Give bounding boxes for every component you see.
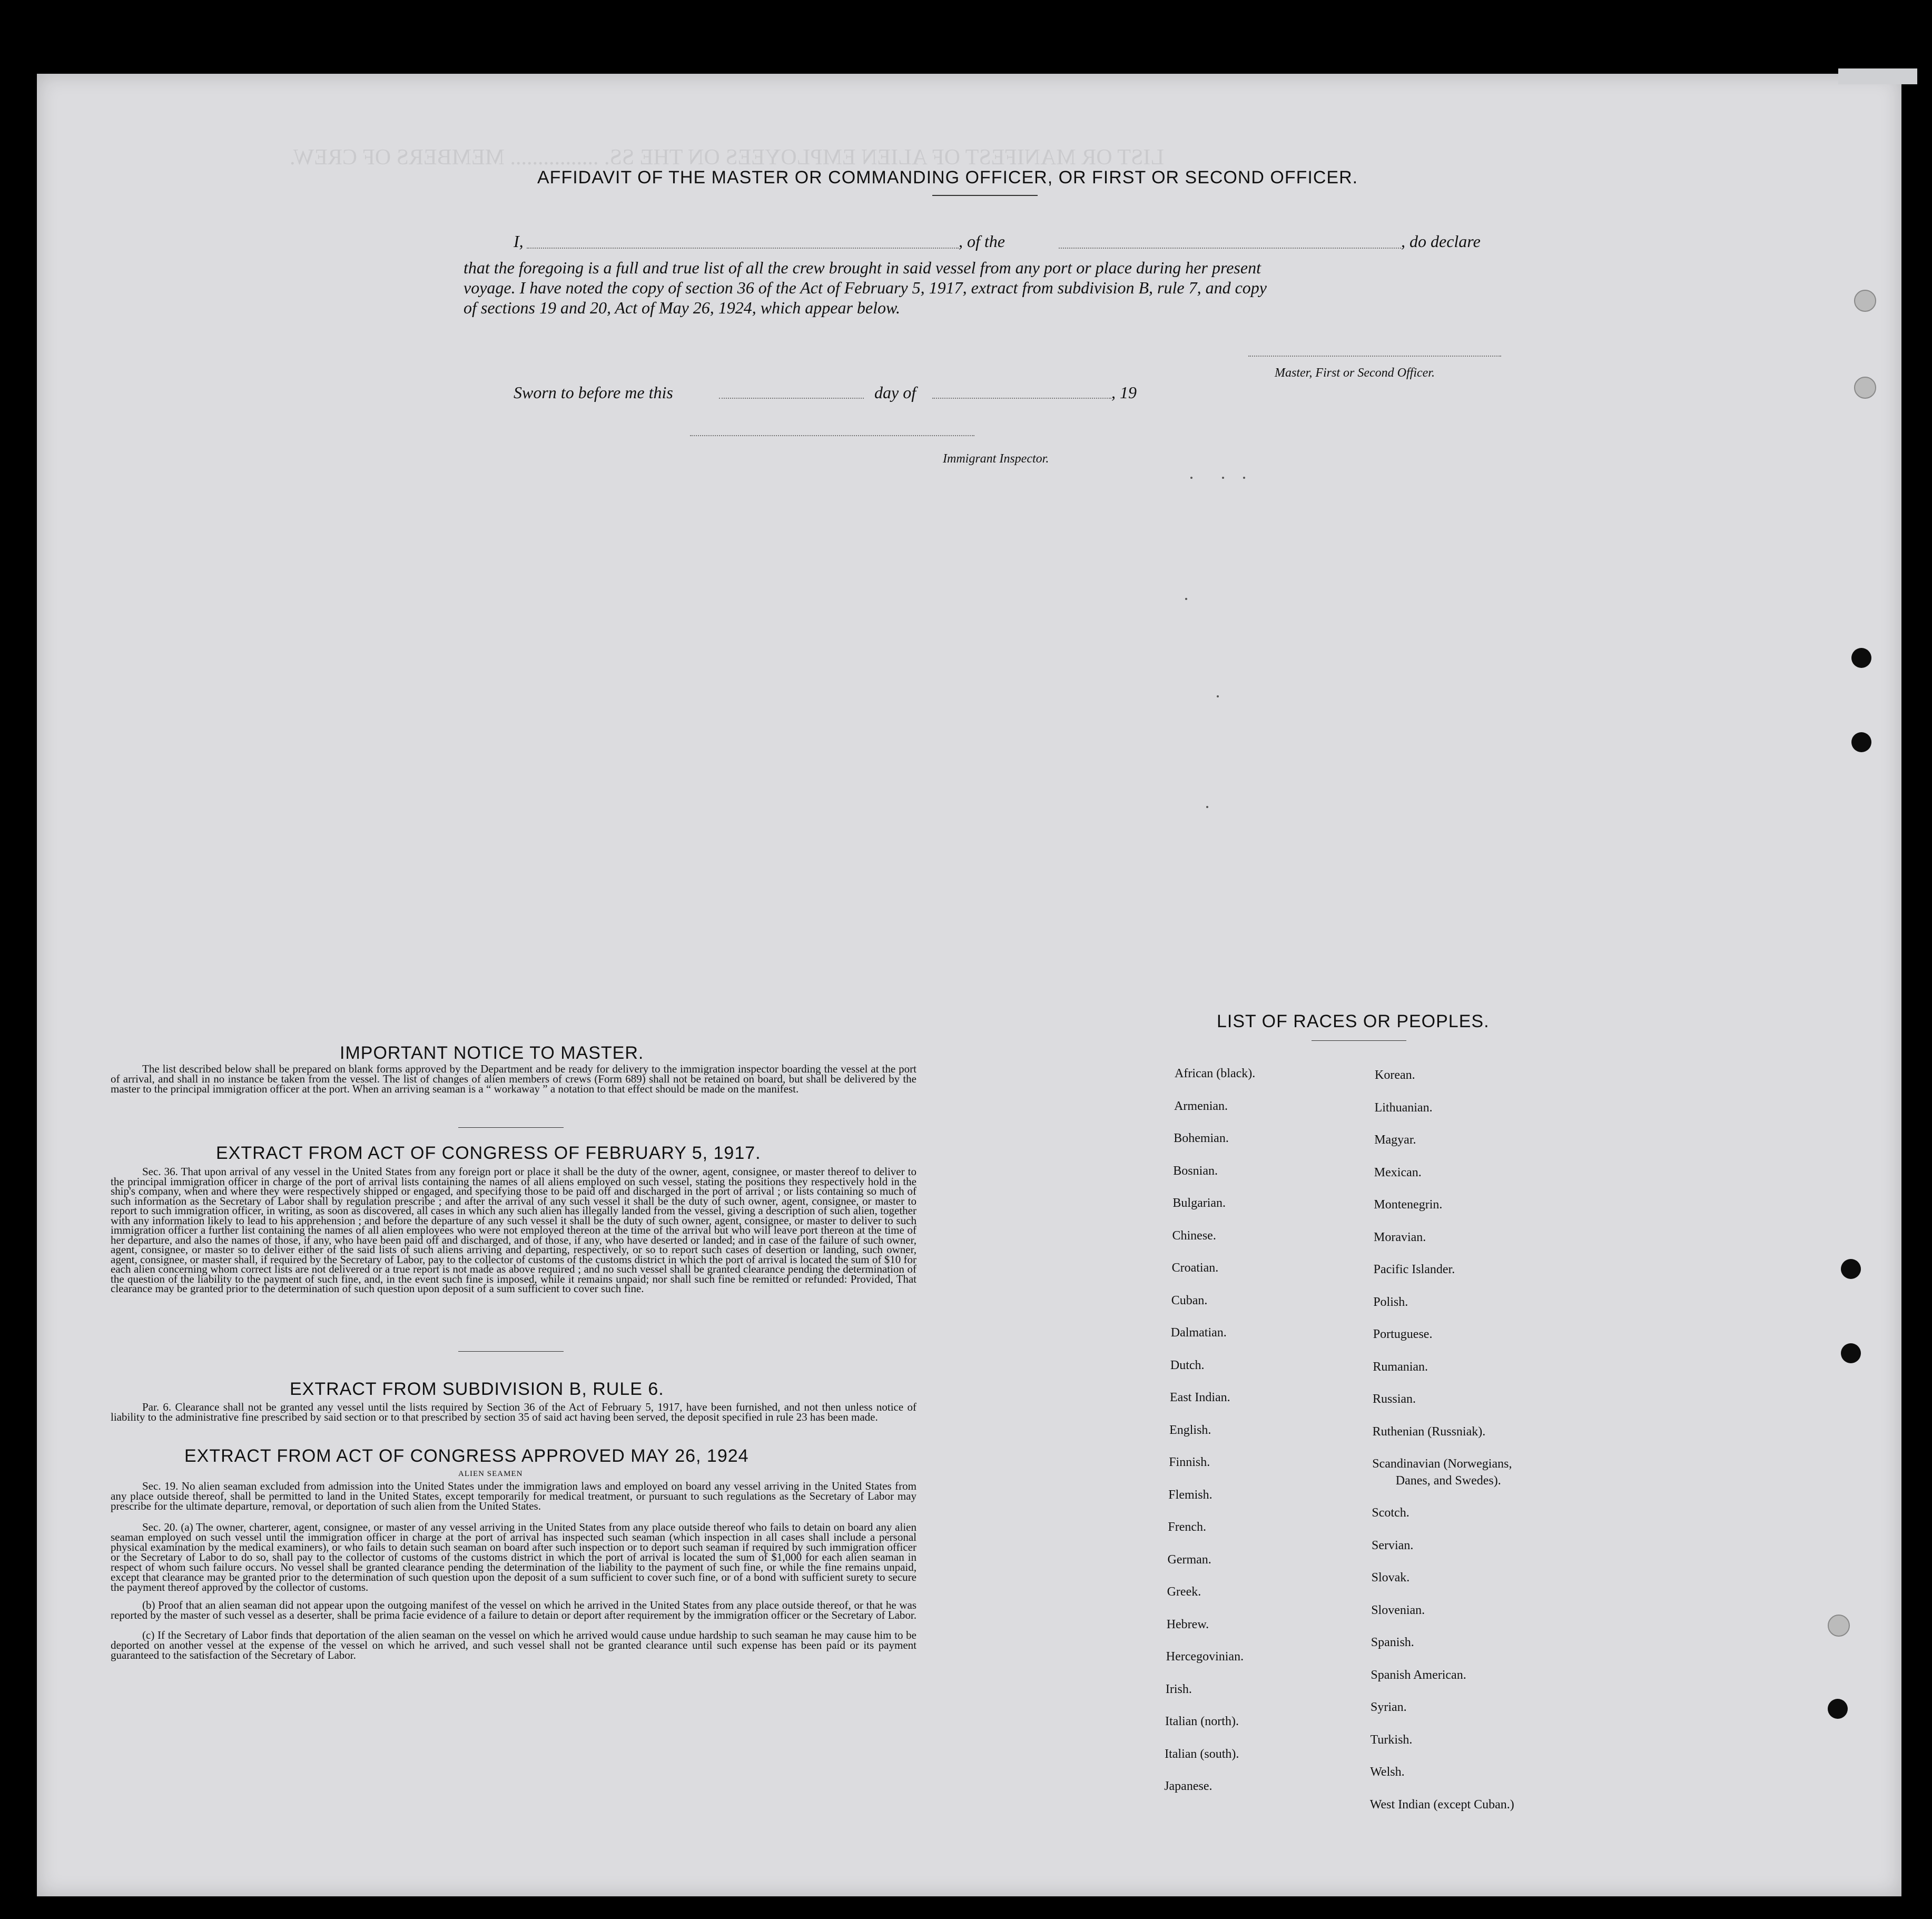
race-item: Turkish.: [1370, 1733, 1413, 1747]
races-title-rule: [1312, 1040, 1406, 1041]
inspector-signature-field[interactable]: [690, 435, 974, 436]
binder-hole: [1841, 1343, 1861, 1363]
affidavit-declare-label: , do declare: [1401, 232, 1481, 251]
race-item: Scandinavian (Norwegians,: [1372, 1457, 1512, 1471]
sworn-month-field[interactable]: [932, 398, 1111, 399]
extract-rule6-title: EXTRACT FROM SUBDIVISION B, RULE 6.: [290, 1379, 664, 1399]
extract-1924-title: EXTRACT FROM ACT OF CONGRESS APPROVED MAY 26, 1924: [184, 1446, 749, 1466]
race-item: Irish.: [1165, 1682, 1192, 1696]
race-item: Italian (north).: [1165, 1715, 1239, 1728]
race-item: Bosnian.: [1173, 1164, 1218, 1178]
race-item: Polish.: [1373, 1295, 1408, 1309]
race-item: Greek.: [1167, 1585, 1201, 1599]
race-item: Welsh.: [1370, 1765, 1405, 1779]
race-item: Spanish.: [1371, 1636, 1414, 1649]
binder-hole: [1828, 1615, 1850, 1637]
race-item: Croatian.: [1171, 1261, 1219, 1275]
master-name-field[interactable]: [527, 248, 959, 249]
binder-hole: [1854, 290, 1876, 312]
race-item: Ruthenian (Russniak).: [1372, 1424, 1486, 1439]
race-item: Italian (south).: [1165, 1747, 1239, 1761]
race-item: Bulgarian.: [1172, 1196, 1226, 1210]
binder-hole: [1828, 1699, 1848, 1719]
race-item: Russian.: [1373, 1392, 1416, 1406]
race-item: Bohemian.: [1174, 1131, 1229, 1145]
affidavit-title-rule: [932, 195, 1038, 196]
race-item: Hebrew.: [1166, 1617, 1209, 1631]
race-item: Servian.: [1372, 1538, 1414, 1552]
race-item: Scotch.: [1372, 1506, 1409, 1520]
sec-20c-body: (c) If the Secretary of Labor finds that deportation of the alien seaman on the vessel on which he arrived would cause undue hardship to such seaman he may cause him to be deported on another vessel at the expense of the vessel on which he arrived, and such vessel shall not be granted clearance until such expense has been paid or its payment guaranteed to the satisfaction of the Secretary of Labor.: [111, 1629, 916, 1661]
race-item: Danes, and Swedes).: [1395, 1473, 1501, 1488]
declaration-line-2: voyage. I have noted the copy of section 36 of the Act of February 5, 1917, extract from subdivision B, rule 7, and copy: [464, 278, 1267, 297]
extract-1917-body: Sec. 36. That upon arrival of any vessel in the United States from any foreign port or place it shall be the duty of the owner, agent, consignee, or master thereof to deliver to the principal immigration officer in charge of the port of arrival lists containing the names of all aliens employed on such vessel, stating the positions they respectively hold in the ship's company, when and where they were respectively shipped or engaged, and specifying those to be paid off and discharged in the port of arrival ; or lists containing so much of such information as the Secretary of Labor shall by regulation prescribe ; and after the arrival of any such vessel it shall be the duty of such owner, agent, consignee, or master to report to such immigration officer, in writing, as soon as discovered, all cases in which any such alien has illegally landed from the vessel, giving a description of such alien, together with any information likely to lead to his apprehension ; and before the departure of any such vessel it shall be the duty of such owner, agent, consignee, or master to deliver to such immigration officer a further list containing the names of all alien employees who were not employed thereon at the time of the arrival but who will leave port thereon at the time of her departure, and also the names of those, if any, who have been paid off and discharged, and of those, if any, who have deserted or landed; and in case of the failure of such owner, agent, consignee, or master so to deliver either of the said lists of such aliens arriving and departing, respectively, or so to report such cases of desertion or landing, such owner, agent, consignee, or master shall, if required by the Secretary of Labor, pay to the collector of customs of the customs district in which the port of arrival is located the sum of $10 for each alien concerning whom correct lists are not delivered or a true report is not made as above required ; and no such vessel shall be granted clearance pending the determination of the question of the liability to the payment of such fine, and, in the event such fine is imposed, while it remains unpaid; nor shall such fine be remitted or refunded: Provided, That clearance may be granted prior to the determination of such question upon deposit of a sum sufficient to cover such fine.: [111, 1165, 916, 1295]
stray-mark: [1217, 695, 1219, 697]
stray-mark: [1222, 477, 1224, 479]
bleed-through-text: LIST OR MANIFEST OF ALIEN EMPLOYEES ON THE SS. ................ MEMBERS OF CREW.: [290, 145, 1164, 170]
race-item: Hercegovinian.: [1166, 1650, 1244, 1664]
races-title: LIST OF RACES OR PEOPLES.: [1217, 1011, 1490, 1031]
notice-title: IMPORTANT NOTICE TO MASTER.: [340, 1043, 644, 1063]
extract-1917-title: EXTRACT FROM ACT OF CONGRESS OF FEBRUARY 5, 1917.: [216, 1143, 761, 1163]
stray-mark: [1243, 477, 1245, 479]
race-item: Chinese.: [1172, 1228, 1216, 1243]
race-item: African (black).: [1175, 1067, 1256, 1080]
document-page: [37, 74, 1901, 1896]
inspector-label: Immigrant Inspector.: [943, 452, 1049, 466]
race-item: Slovenian.: [1371, 1603, 1425, 1617]
race-item: Armenian.: [1174, 1099, 1228, 1113]
year-label: , 19: [1111, 383, 1137, 402]
race-item: French.: [1168, 1520, 1207, 1534]
sworn-day-field[interactable]: [719, 398, 864, 399]
extract-rule6-body: Par. 6. Clearance shall not be granted any vessel until the lists required by Section 36 of the Act of February 5, 1917, have been furnished, and not then unless notice of liability to the administrative fine prescribed by said section or to that prescribed by section 35 of said act having been served, the deposit specified in rule 23 has been made.: [111, 1401, 916, 1423]
stray-mark: [1190, 477, 1192, 479]
section-divider: [458, 1351, 564, 1352]
race-item: Spanish American.: [1371, 1668, 1466, 1682]
race-item: Rumanian.: [1373, 1360, 1428, 1374]
affidavit-of-the-label: , of the: [959, 232, 1005, 251]
binder-hole: [1851, 648, 1871, 668]
race-item: Korean.: [1375, 1068, 1415, 1082]
vessel-name-field[interactable]: [1059, 248, 1401, 249]
declaration-line-3: of sections 19 and 20, Act of May 26, 1924, which appear below.: [464, 298, 900, 317]
master-signature-label: Master, First or Second Officer.: [1275, 366, 1435, 380]
race-item: Magyar.: [1374, 1133, 1416, 1147]
race-item: Moravian.: [1374, 1230, 1426, 1244]
race-item: Dalmatian.: [1170, 1326, 1227, 1340]
race-item: Lithuanian.: [1374, 1100, 1433, 1115]
binder-hole: [1854, 377, 1876, 399]
race-item: East Indian.: [1170, 1391, 1230, 1404]
sworn-label: Sworn to before me this: [514, 383, 673, 402]
race-item: Portuguese.: [1373, 1327, 1433, 1341]
stray-mark: [1206, 806, 1208, 808]
race-item: Dutch.: [1170, 1358, 1205, 1372]
race-item: Japanese.: [1164, 1779, 1213, 1793]
binder-hole: [1841, 1259, 1861, 1279]
affidavit-i-label: I,: [514, 232, 524, 251]
race-item: Flemish.: [1168, 1488, 1213, 1502]
race-item: Slovak.: [1371, 1571, 1410, 1585]
race-item: Syrian.: [1371, 1700, 1407, 1714]
section-divider: [458, 1127, 564, 1128]
sheet-edge: [1838, 68, 1917, 84]
race-item: Cuban.: [1171, 1293, 1208, 1307]
race-item: Montenegrin.: [1374, 1198, 1443, 1212]
notice-body: The list described below shall be prepared on blank forms approved by the Department and be ready for delivery to the immigration inspector boarding the vessel at the port of arrival, and shall in no instance be taken from the vessel. The list of changes of alien members of crews (Form 689) shall not be retained on board, but shall be delivered by the master to the principal immigration officer at the port. When an arriving seaman is a “ workaway ” a notation to that effect should be made on the manifest.: [111, 1062, 916, 1095]
race-item: German.: [1167, 1552, 1211, 1567]
sec-20b-body: (b) Proof that an alien seaman did not appear upon the outgoing manifest of the vessel on which he arrived in the United States from any place outside thereof, or that he was reported by the master of such vessel as a deserter, shall be prima facie evidence of a failure to detain or deport after requirement by the immigration officer or the Secretary of Labor.: [111, 1599, 916, 1621]
race-item: Mexican.: [1374, 1165, 1422, 1179]
race-item: Pacific Islander.: [1373, 1263, 1455, 1276]
master-signature-field[interactable]: [1248, 356, 1501, 357]
sec-20a-body: Sec. 20. (a) The owner, charterer, agent, consignee, or master of any vessel arriving in the United States from any place outside thereof who fails to detain on board any alien seaman employed on such vessel until the immigration officer in charge at the port of arrival has inspected such seaman (which inspection in all cases shall include a personal physical examination by the medical examiners), or who fails to detain such seaman on board after such inspection or to deport such seaman if required by such immigration officer or the Secretary of Labor to do so, shall pay to the collector of customs of the customs district in which the port of arrival is located the sum of $1,000 for each alien seaman in respect of whom such failure occurs. No vessel shall be granted clearance pending the determination of the liability to the payment of such fine, or while the fine remains unpaid, except that clearance may be granted prior to the determination of such question upon the deposit of a sum sufficient to cover such fine, or of a bond with sufficient surety to secure the payment thereof approved by the collector of customs.: [111, 1521, 916, 1593]
race-item: English.: [1169, 1423, 1211, 1437]
declaration-line-1: that the foregoing is a full and true list of all the crew brought in said vessel from any port or place during her present: [464, 258, 1261, 277]
stray-mark: [1185, 598, 1187, 600]
extract-1924-subtitle: ALIEN SEAMEN: [458, 1470, 523, 1478]
binder-hole: [1851, 732, 1871, 752]
sec-19-body: Sec. 19. No alien seaman excluded from admission into the United States under the immigration laws and employed on board any vessel arriving in the United States from any place outside thereof, shall be permitted to land in the United States, except temporarily for medical treatment, or pursuant to such regulations as the Secretary of Labor may prescribe for the ultimate departure, removal, or deportation of such alien from the United States.: [111, 1480, 916, 1512]
race-item: West Indian (except Cuban.): [1369, 1797, 1514, 1812]
affidavit-title: AFFIDAVIT OF THE MASTER OR COMMANDING OFFICER, OR FIRST OR SECOND OFFICER.: [537, 168, 1358, 188]
race-item: Finnish.: [1169, 1455, 1210, 1469]
day-of-label: day of: [874, 383, 916, 402]
